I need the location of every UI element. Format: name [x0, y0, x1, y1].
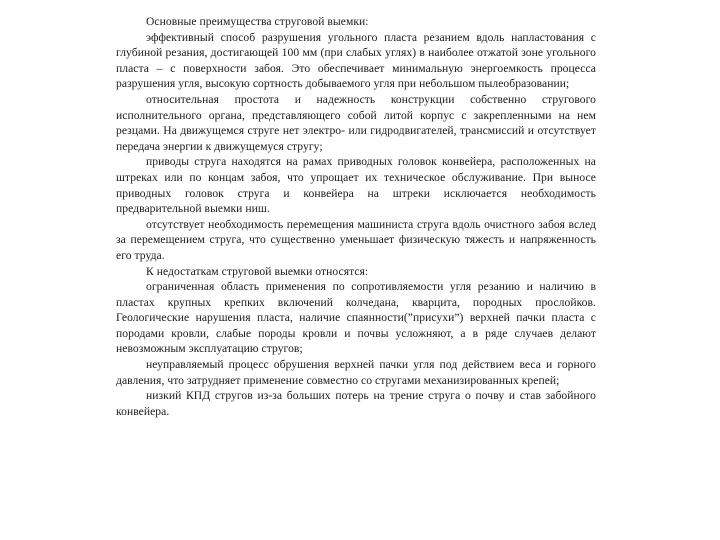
- heading-disadvantages: К недостаткам струговой выемки относятся:: [146, 264, 369, 278]
- disadvantage-paragraph: ограниченная область применения по сопротивляемости угля резанию и наличию в пластах крупных крепких включений колчедана, кварцита, породных прослойков. Геологические нарушения пласта, наличие спаянности(”присухи”) верхней пачки пласта с породами кровли, слабые породы кровли и почвы усложняют, а в ряде случаев делают невозможным эксплуатацию стругов;: [116, 280, 596, 356]
- advantage-paragraph: отсутствует необходимость перемещения машиниста струга вдоль очистного забоя вслед за перемещением струга, что существенно уменьшает физическую тяжесть и напряженность его труда.: [116, 217, 596, 262]
- disadvantage-paragraph: неуправляемый процесс обрушения верхней пачки угля под действием веса и горного давления, что затрудняет применение совместно со стругами механизированных крепей;: [116, 358, 596, 387]
- advantage-paragraph: эффективный способ разрушения угольного пласта резанием вдоль напластования с глубиной резания, достигающей 100 мм (при слабых углях) в наиболее отжатой зоне угольного пласта – с поверхности забоя. Это обеспечивает минимальную энергоемкость процесса разрушения угля, высокую сортность добываемого угля при небольшом пылеобразовании;: [116, 30, 596, 91]
- heading-advantages: Основные преимущества струговой выемки:: [146, 15, 369, 28]
- advantage-paragraph: относительная простота и надежность конструкции собственно стругового исполнительного органа, представляющего собой литой корпус с закрепленными на нем резцами. На движущемся струге нет электро- или гидродвигателей, трансмиссий и отсутствует передача энергии к движущемуся стругу;: [116, 92, 596, 153]
- document-page: [116, 14, 596, 419]
- advantage-paragraph: приводы струга находятся на рамах приводных головок конвейера, расположенных на штреках или по концам забоя, что упрощает их техническое обслуживание. При выносе приводных головок струга и конвейера на штреки исключается необходимость предварительной выемки ниш.: [116, 155, 596, 216]
- disadvantage-paragraph: низкий КПД стругов из-за больших потерь на трение струга о почву и став забойного конвейера.: [116, 389, 596, 418]
